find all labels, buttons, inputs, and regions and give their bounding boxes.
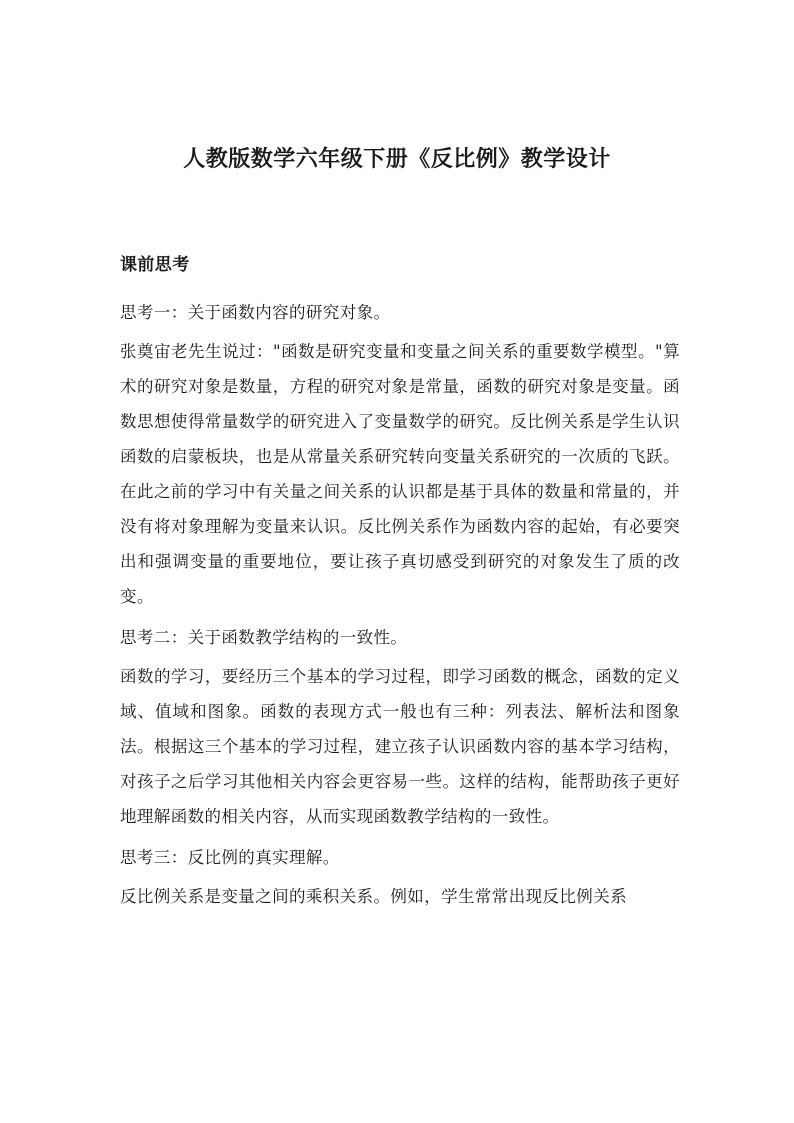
thought2-heading: 思考二：关于函数教学结构的一致性。 (120, 628, 408, 647)
thought3-heading: 思考三：反比例的真实理解。 (120, 848, 340, 867)
thought1-heading: 思考一：关于函数内容的研究对象。 (120, 303, 391, 322)
thought1-paragraph: 张奠宙老先生说过："函数是研究变量和变量之间关系的重要数学模型。"算术的研究对象是数量，方程的研究对象是常量，函数的研究对象是变量。函数思想使得常量数学的研究进入了变量数学的研究。反比例关系是学生认识函数的启蒙板块，也是从常量关系研究转向变量关系研究的一次质的飞跃。在此之前的学习中有关量之间关系的认识都是基于具体的数量和常量的，并没有将对象理解为变量来认识。反比例关系作为函数内容的起始，有必要突出和强调变量的重要地位，要让孩子真切感受到研究的对象发生了质的改变。 (120, 342, 680, 606)
document-body (120, 248, 680, 920)
document-title: 人教版数学六年级下册《反比例》教学设计 (183, 146, 611, 172)
section-heading: 课前思考 (120, 255, 190, 275)
thought2-paragraph: 函数的学习，要经历三个基本的学习过程，即学习函数的概念，函数的定义域、值域和图象。函数的表现方式一般也有三种：列表法、解析法和图象法。根据这三个基本的学习过程，建立孩子认识函数内容的基本学习结构，对孩子之后学习其他相关内容会更容易一些。这样的结构，能帮助孩子更好地理解函数的相关内容，从而实现函数教学结构的一致性。 (120, 667, 680, 826)
thought3-paragraph: 反比例关系是变量之间的乘积关系。例如，学生常常出现反比例关系 (120, 887, 627, 906)
